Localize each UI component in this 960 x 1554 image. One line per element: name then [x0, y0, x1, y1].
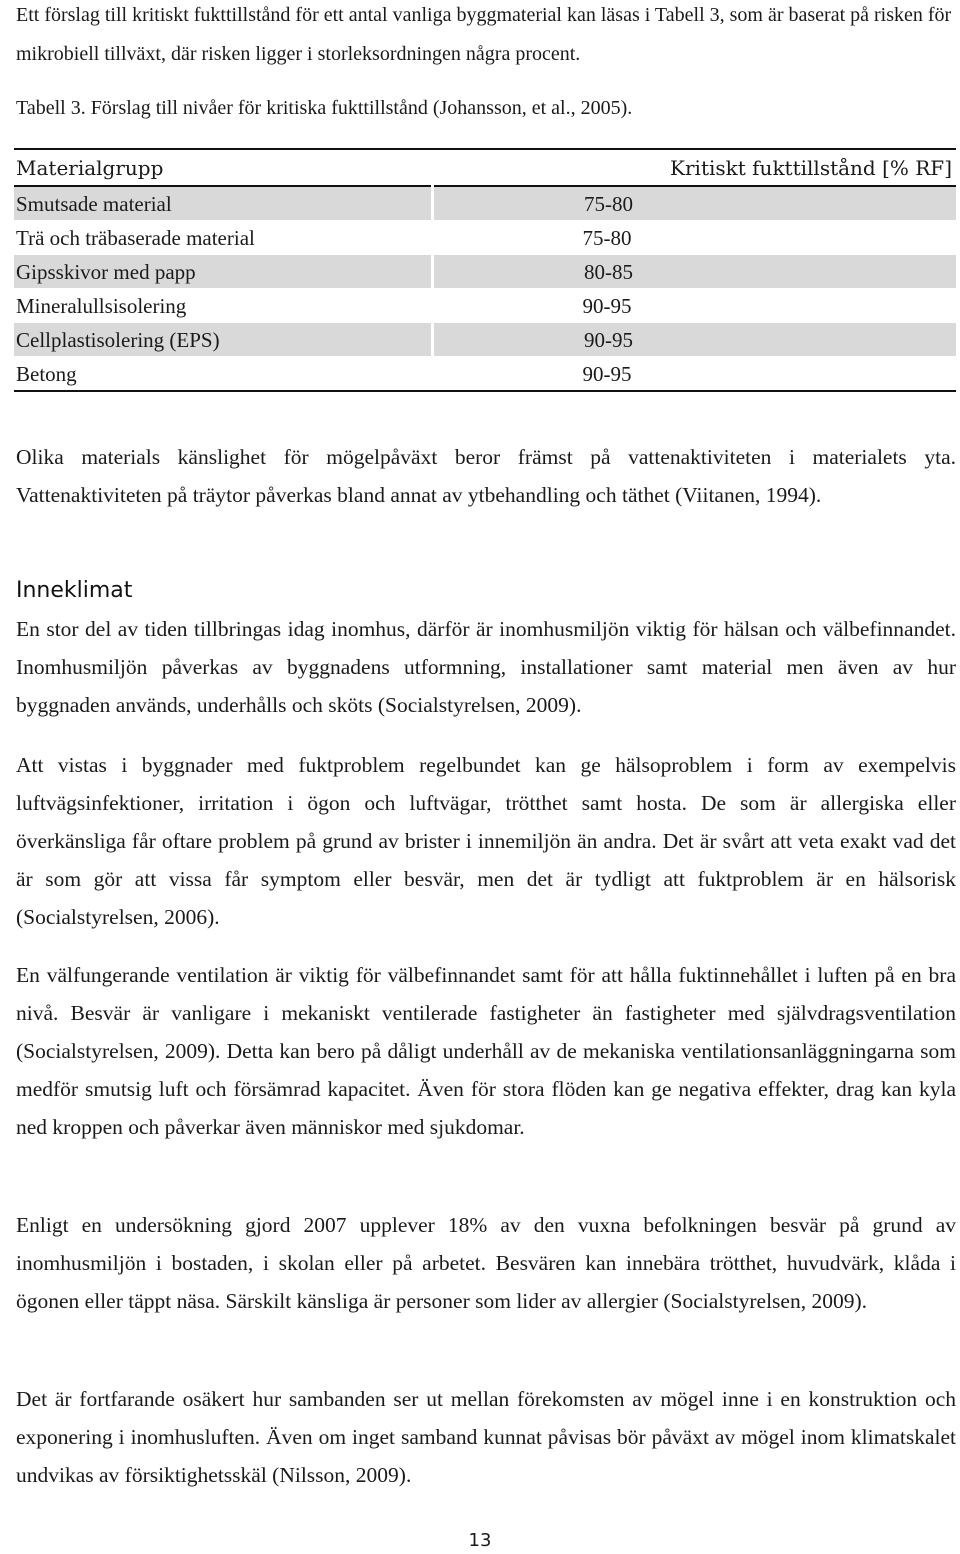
paragraph-moisture-health: Att vistas i byggnader med fuktproblem regelbundet kan ge hälsoproblem i form av exempelvis luftvägsinfektioner, irritation i ögon och luftvägar, trötthet samt hosta. De som är allergiska eller överkänsliga får oftare problem på grund av brister i innemiljön än andra. Det är svårt att veta exakt vad det är som gör att vissa får symptom eller besvär, men det är tydligt att fuktproblem är en hälsorisk (Socialstyrelsen, 2006).: [16, 753, 956, 929]
cell-material: Trä och träbaserade material: [16, 225, 255, 250]
table-row: [14, 255, 956, 289]
paragraph-ventilation: En välfungerande ventilation är viktig för välbefinnandet samt för att hålla fuktinnehållet i luften på en bra nivå. Besvär är vanligare i mekaniskt ventilerade fastigheter än fastigheter med självdragsventilation (Socialstyrelsen, 2009). Detta kan bero på dåligt underhåll av de mekaniska ventilationsanläggningarna som medför smutsig luft och försämrad kapacitet. Även för stora flöden kan ge negativa effekter, drag kan kyla ned kroppen och påverkar även människor med sjukdomar.: [16, 963, 956, 1139]
cell-material: Betong: [16, 361, 77, 386]
table-row: [14, 186, 956, 221]
table-row: [14, 357, 956, 392]
cell-material: Smutsade material: [14, 186, 433, 221]
table-header-row: [14, 149, 956, 186]
paragraph-mold-exposure: Det är fortfarande osäkert hur sambanden ser ut mellan förekomsten av mögel inne i en konstruktion och exponering i inomhusluften. Även om inget samband kunnat påvisas bör påväxt av mögel inom klimatskalet undvikas av försiktighetsskäl (Nilsson, 2009).: [16, 1387, 956, 1487]
cell-value: 90-95: [582, 293, 632, 318]
cell-value: 90-95: [582, 361, 632, 386]
cell-material: Gipsskivor med papp: [14, 255, 433, 289]
cell-value: 75-80: [582, 225, 632, 250]
section-heading: Inneklimat: [16, 578, 133, 603]
cell-material: Mineralullsisolering: [16, 293, 187, 318]
cell-material: Cellplastisolering (EPS): [14, 323, 433, 357]
header-kritiskt-fukttillstand: Kritiskt fukttillstånd [% RF]: [670, 155, 952, 180]
paragraph-indoor-environment: En stor del av tiden tillbringas idag inomhus, därför är inomhusmiljön viktig för hälsan och välbefinnandet. Inomhusmiljön påverkas av byggnadens utformning, installationer samt material men även av hur byggnaden används, underhålls och sköts (Socialstyrelsen, 2009).: [16, 617, 956, 717]
page-number: 13: [468, 1530, 492, 1551]
table-caption: Tabell 3. Förslag till nivåer för kritiska fukttillstånd (Johansson, et al., 2005).: [16, 97, 633, 119]
table-row: [14, 221, 956, 255]
table-row: [14, 289, 956, 323]
cell-value: 75-80: [433, 186, 957, 221]
intro-paragraph: Ett förslag till kritiskt fukttillstånd för ett antal vanliga byggmaterial kan läsas i Tabell 3, som är baserat på risken för mikrobiell tillväxt, där risken ligger i storleksordningen några procent.: [16, 4, 952, 65]
cell-value: 80-85: [433, 255, 957, 289]
paragraph-water-activity: Olika materials känslighet för mögelpåväxt beror främst på vattenaktiviteten i materialets yta. Vattenaktiviteten på träytor påverkas bland annat av ytbehandling och täthet (Viitanen, 1994).: [16, 445, 956, 507]
paragraph-survey: Enligt en undersökning gjord 2007 upplever 18% av den vuxna befolkningen besvär på grund av inomhusmiljön i bostaden, i skolan eller på arbetet. Besvären kan innebära trötthet, huvudvärk, klåda i ögonen eller täppt näsa. Särskilt känsliga är personer som lider av allergier (Socialstyrelsen, 2009).: [16, 1213, 956, 1313]
cell-value: 90-95: [433, 323, 957, 357]
table-row: [14, 323, 956, 357]
header-materialgrupp: Materialgrupp: [16, 155, 164, 180]
critical-moisture-table: [14, 148, 956, 392]
